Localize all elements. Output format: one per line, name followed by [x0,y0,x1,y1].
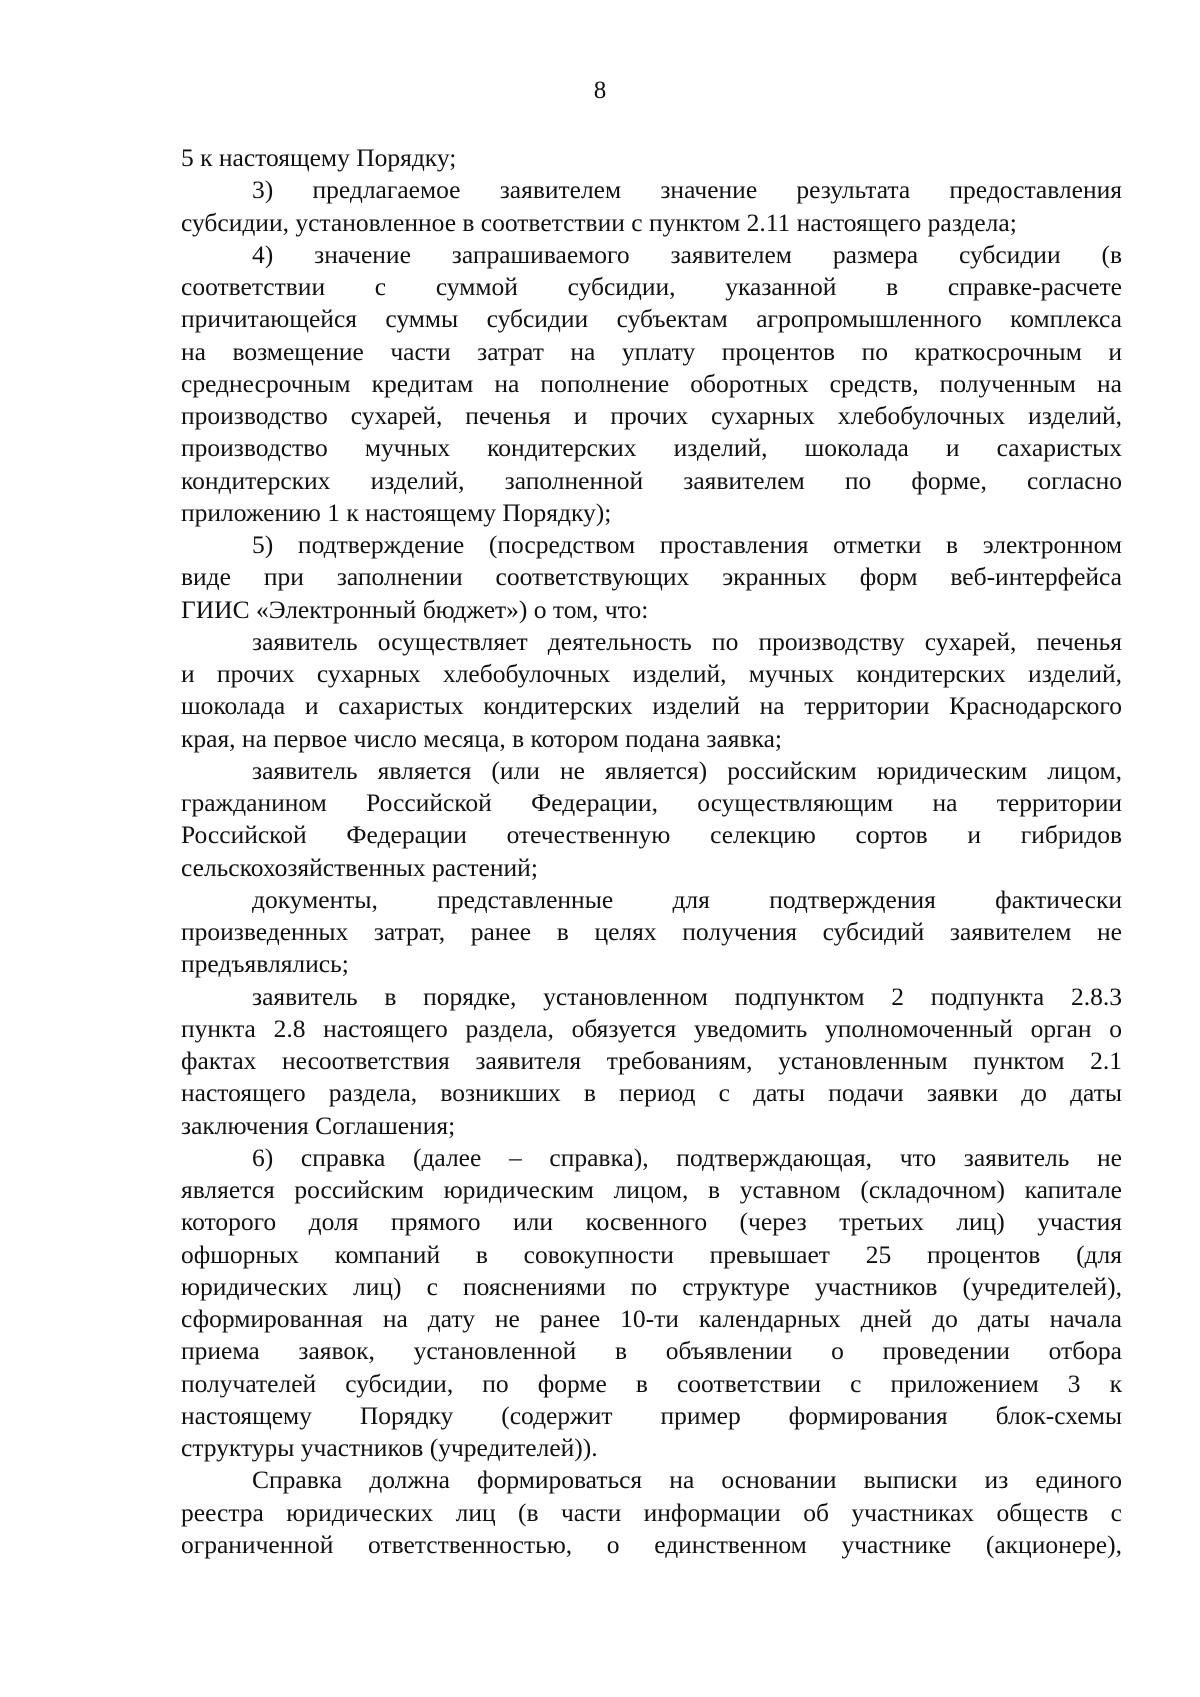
text-line: пункта 2.8 настоящего раздела, обязуется уведомить уполномоченный орган о [181,1013,1122,1043]
text-line: ограниченной ответственностью, о единственном участнике (акционере), [181,1529,1122,1559]
text-line: Российской Федерации отечественную селекцию сортов и гибридов [181,820,1122,850]
text-line: производство сухарей, печенья и прочих сухарных хлебобулочных изделий, [181,401,1122,430]
text-line: 5 к настоящему Порядку; [181,143,457,172]
text-line: получателей субсидии, по форме в соответствии с приложением 3 к [181,1368,1122,1398]
text-line: которого доля прямого или косвенного (через третьих лиц) участия [181,1207,1122,1237]
text-line: приложению 1 к настоящему Порядку); [181,497,612,527]
text-line: настоящему Порядку (содержит пример формирования блок-схемы [181,1400,1122,1430]
text-line: офшорных компаний в совокупности превышает 25 процентов (для [181,1239,1122,1269]
text-line: ГИИС «Электронный бюджет») о том, что: [181,594,649,624]
text-line: среднесрочным кредитам на пополнение оборотных средств, полученным на [181,368,1122,398]
text-line: 3) предлагаемое заявителем значение результата предоставления [252,175,1122,205]
text-line: реестра юридических лиц (в части информации об участниках обществ с [181,1497,1122,1527]
text-line: документы, представленные для подтверждения фактически [252,884,1122,914]
text-line: причитающейся суммы субсидии субъектам агропромышленного комплекса [181,304,1122,334]
text-line: структуры участников (учредителей)). [181,1433,598,1462]
text-line: заявитель осуществляет деятельность по производству сухарей, печенья [252,626,1122,656]
text-line: шоколада и сахаристых кондитерских изделий на территории Краснодарского [181,691,1122,721]
text-line: сформированная на дату не ранее 10-ти календарных дней до даты начала [181,1304,1122,1333]
page-number: 8 [593,77,607,104]
text-line: на возмещение части затрат на уплату процентов по краткосрочным и [181,336,1122,366]
text-line: производство мучных кондитерских изделий, шоколада и сахаристых [181,433,1122,463]
document-body [181,142,1122,1561]
text-line: гражданином Российской Федерации, осуществляющим на территории [181,788,1122,817]
text-line: является российским юридическим лицом, в уставном (складочном) капитале [181,1175,1122,1204]
text-line: субсидии, установленное в соответствии с пунктом 2.11 настоящего раздела; [181,207,1017,237]
text-line: заключения Соглашения; [181,1110,456,1140]
text-line: заявитель в порядке, установленном подпунктом 2 подпункта 2.8.3 [252,981,1122,1011]
text-line: заявитель является (или не является) российским юридическим лицом, [252,755,1122,785]
text-line: Справка должна формироваться на основании выписки из единого [252,1465,1122,1495]
text-line: 6) справка (далее – справка), подтверждающая, что заявитель не [252,1142,1122,1172]
text-line: настоящего раздела, возникших в период с даты подачи заявки до даты [181,1078,1122,1108]
text-line: произведенных затрат, ранее в целях получения субсидий заявителем не [181,917,1122,946]
text-line: юридических лиц) с пояснениями по структуре участников (учредителей), [181,1271,1122,1301]
text-line: приема заявок, установленной в объявлении о проведении отбора [181,1336,1122,1366]
text-line: предъявлялись; [181,949,349,979]
text-line: сельскохозяйственных растений; [181,852,538,882]
text-line: соответствии с суммой субсидии, указанной в справке-расчете [181,272,1122,301]
text-line: виде при заполнении соответствующих экранных форм веб-интерфейса [181,562,1122,592]
text-line: кондитерских изделий, заполненной заявителем по форме, согласно [181,465,1122,495]
text-line: фактах несоответствия заявителя требованиям, установленным пунктом 2.1 [181,1046,1122,1075]
text-line: 5) подтверждение (посредством проставления отметки в электронном [252,530,1122,559]
text-line: и прочих сухарных хлебобулочных изделий, мучных кондитерских изделий, [181,659,1122,688]
text-line: 4) значение запрашиваемого заявителем размера субсидии (в [252,239,1122,269]
text-line: края, на первое число месяца, в котором подана заявка; [181,723,782,753]
